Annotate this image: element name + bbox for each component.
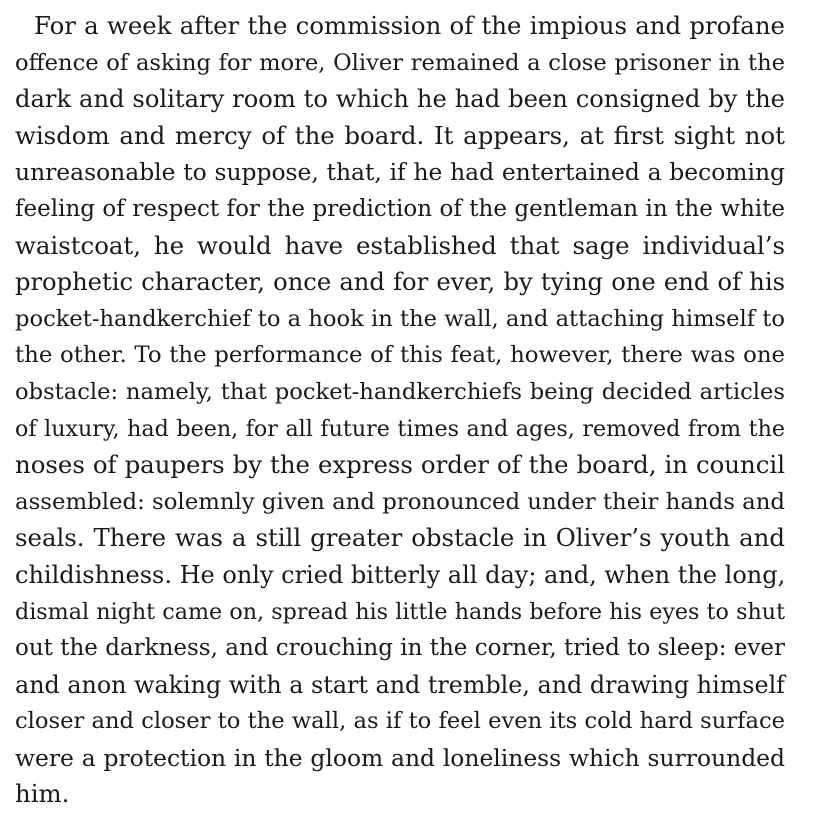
text-line: noses of paupers by the express order of the board, in council [15,450,785,480]
text-line: out the darkness, and crouching in the corner, tried to sleep: ever [15,635,785,662]
text-line: the other. To the performance of this feat, however, there was one [15,342,785,369]
text-line: closer and closer to the wall, as if to feel even its cold hard surface [15,708,785,735]
paragraph [15,8,785,813]
text-line: were a protection in the gloom and loneliness which surrounded [15,743,785,772]
text-line: wisdom and mercy of the board. It appears, at first sight not [15,120,785,150]
text-line: pocket-handkerchief to a hook in the wall, and attaching himself to [15,305,785,332]
text-line: For a week after the commission of the impious and profane [34,11,785,40]
text-line: dark and solitary room to which he had been consigned by the [15,85,785,114]
text-line: assembled: solemnly given and pronounced under their hands and [15,488,786,515]
text-line: waistcoat, he would have established that sage individual’s [15,230,785,260]
text-line: feeling of respect for the prediction of the gentleman in the white [15,195,785,222]
text-line: prophetic character, once and for ever, by tying one end of his [15,268,785,297]
text-line: unreasonable to suppose, that, if he had entertained a becoming [15,158,785,187]
text-line: and anon waking with a start and tremble, and drawing himself [15,670,785,699]
text-line: offence of asking for more, Oliver remained a close prisoner in the [15,49,785,76]
text-page [15,8,785,813]
text-line: him. [15,779,70,809]
text-line: seals. There was a still greater obstacle in Oliver’s youth and [15,523,785,553]
text-line: childishness. He only cried bitterly all day; and, when the long, [15,560,786,589]
text-line: of luxury, had been, for all future times and ages, removed from the [15,415,785,442]
text-line: obstacle: namely, that pocket-handkerchiefs being decided articles [15,378,785,405]
text-line: dismal night came on, spread his little hands before his eyes to shut [15,598,785,625]
